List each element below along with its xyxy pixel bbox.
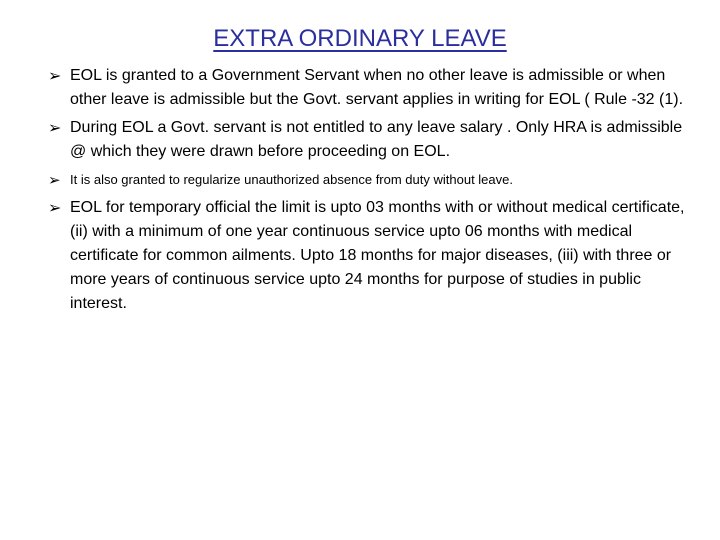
bullet-list bbox=[48, 64, 688, 320]
arrow-right-icon: ➢ bbox=[48, 171, 61, 189]
bullet-item bbox=[48, 64, 688, 112]
arrow-right-icon: ➢ bbox=[48, 198, 62, 217]
bullet-item bbox=[48, 196, 688, 316]
bullet-text: During EOL a Govt. servant is not entitled to any leave salary . Only HRA is admissible @ which they were drawn before proceeding on EOL. bbox=[70, 119, 683, 160]
bullet-text: It is also granted to regularize unauthorized absence from duty without leave. bbox=[70, 172, 513, 187]
bullet-item bbox=[48, 170, 688, 190]
bullet-item bbox=[48, 116, 688, 164]
slide-title-text: EXTRA ORDINARY LEAVE bbox=[213, 25, 507, 52]
arrow-right-icon: ➢ bbox=[48, 66, 62, 85]
bullet-text: EOL for temporary official the limit is upto 03 months with or without medical certificate, (ii) with a minimum of one year continuous service upto 06 months with medical certificate for common ailments. Upto 18 months for major diseases, (iii) with three or more years of continuous service upto 24 months for purpose of studies in public interest. bbox=[70, 199, 685, 312]
arrow-right-icon: ➢ bbox=[48, 118, 62, 137]
bullet-text: EOL is granted to a Government Servant when no other leave is admissible or when other leave is admissible but the Govt. servant applies in writing for EOL ( Rule -32 (1). bbox=[70, 67, 684, 108]
slide-title bbox=[0, 24, 720, 54]
